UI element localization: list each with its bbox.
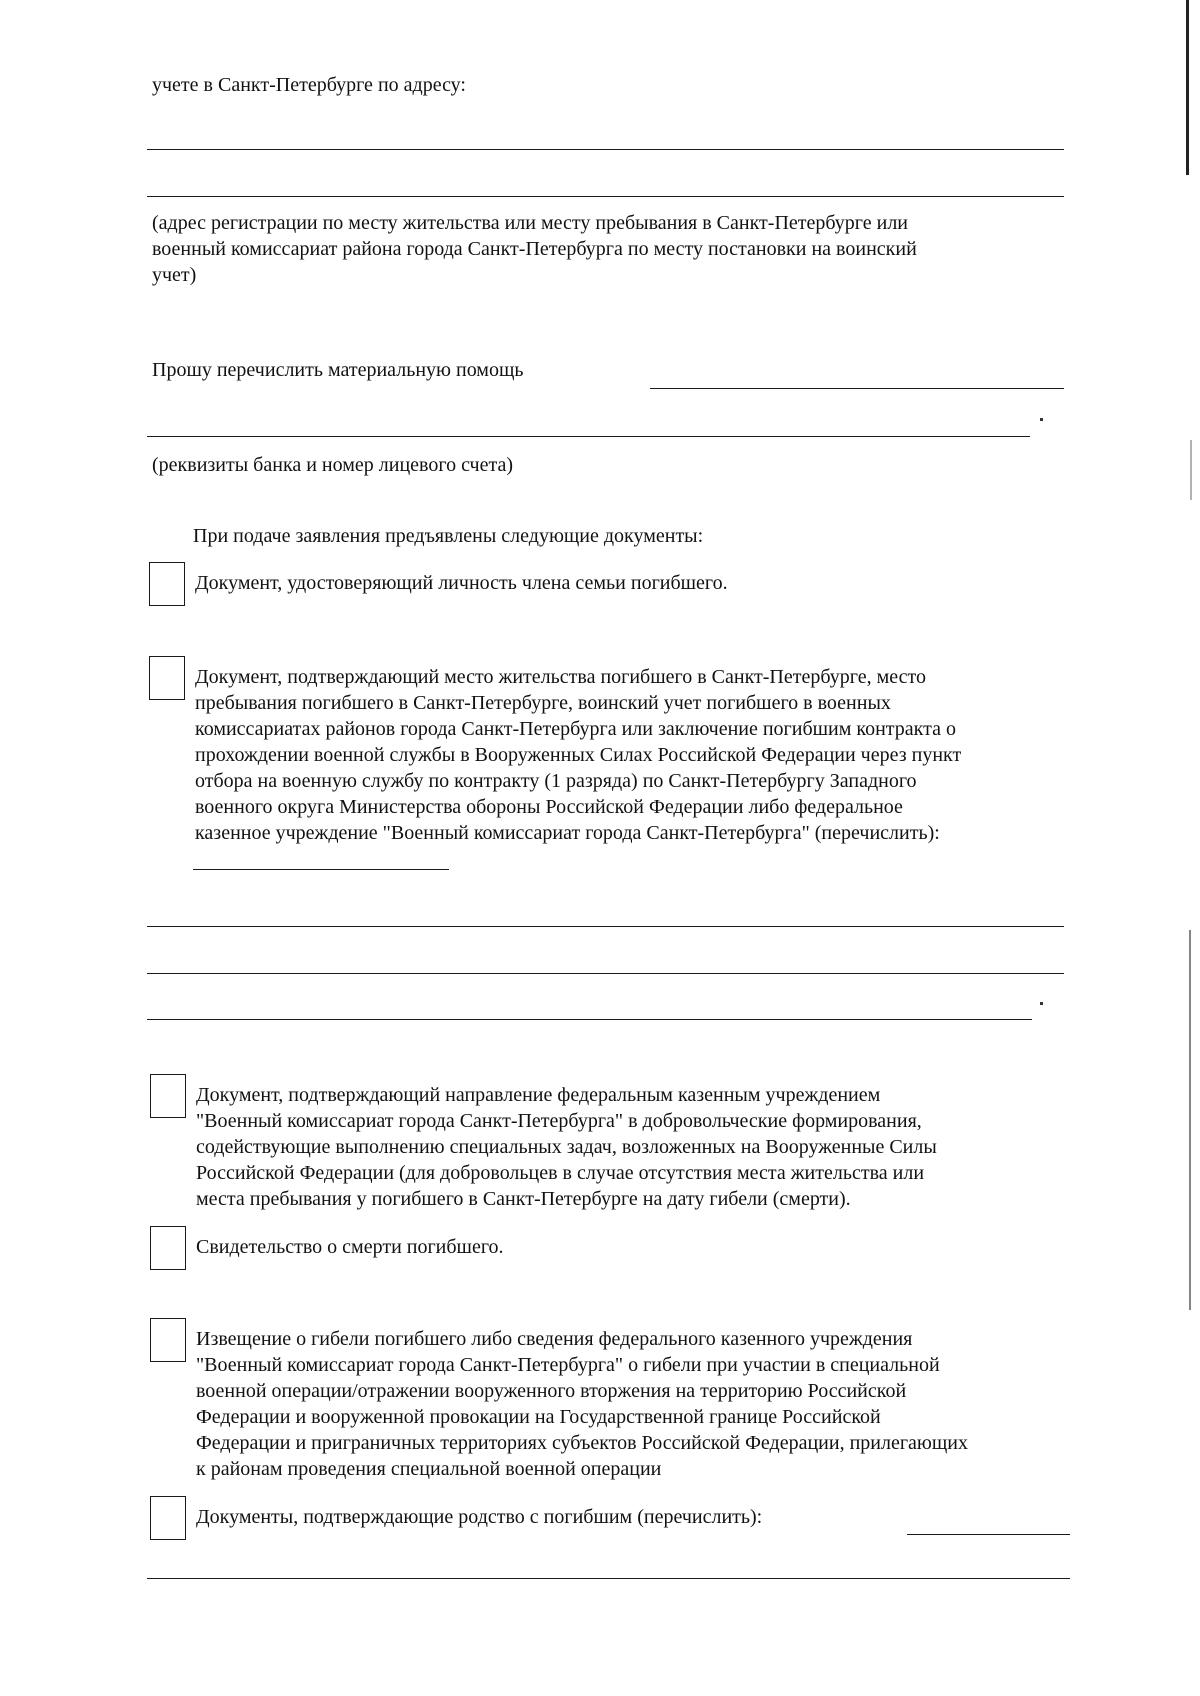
document-residence-text (195, 664, 961, 846)
address-caption-line: учет) (152, 264, 197, 286)
bank-caption: (реквизиты банка и номер лицевого счета) (152, 454, 513, 476)
document-line: казенное учреждение "Военный комиссариат города Санкт-Петербурга" (перечислить): (195, 822, 940, 844)
document-line: "Военный комиссариат города Санкт-Петербурга" в добровольческие формирования, (196, 1110, 922, 1132)
document-line: Документ, подтверждающий место жительства погибшего в Санкт-Петербурге, место (195, 666, 926, 688)
document-checkbox-volunteer[interactable] (150, 1074, 186, 1118)
payment-request-field[interactable] (650, 388, 1064, 389)
document-line: военной операции/отражении вооруженного вторжения на территорию Российской (196, 1380, 907, 1402)
document-line: военного округа Министерства обороны Российской Федерации либо федеральное (195, 796, 903, 818)
address-line-1[interactable] (147, 149, 1064, 150)
scan-edge-mark (1189, 930, 1191, 1310)
document-death-notice-text (196, 1326, 968, 1482)
scan-edge-mark (1190, 440, 1192, 500)
bank-details-field[interactable] (147, 436, 1030, 437)
document-line: "Военный комиссариат города Санкт-Петербурга" о гибели при участии в специальной (196, 1354, 940, 1376)
document-volunteer-text (196, 1082, 937, 1212)
document-checkbox-death-notice[interactable] (150, 1318, 186, 1362)
scan-edge-mark (1186, 0, 1189, 175)
address-line-2[interactable] (147, 196, 1064, 197)
document-death-certificate-text (196, 1234, 504, 1260)
document-line: Российской Федерации (для добровольцев в случае отсутствия места жительства или (196, 1162, 925, 1184)
kinship-list-field-2[interactable] (147, 1578, 1070, 1579)
document-line: Документ, удостоверяющий личность члена семьи погибшего. (195, 572, 728, 594)
document-checkbox-death-certificate[interactable] (150, 1226, 186, 1270)
document-identity-text (195, 570, 728, 596)
document-line: Федерации и вооруженной провокации на Государственной границе Российской (196, 1406, 881, 1428)
residence-list-field-3[interactable] (147, 973, 1064, 974)
payment-request-label: Прошу перечислить материальную помощь (152, 359, 524, 381)
document-line: содействующие выполнению специальных задач, возложенных на Вооруженные Силы (196, 1136, 937, 1158)
address-caption-line: (адрес регистрации по месту жительства или месту пребывания в Санкт-Петербурге или (152, 212, 908, 234)
document-line: прохождении военной службы в Вооруженных Силах Российской Федерации через пункт (195, 744, 962, 766)
documents-intro: При подаче заявления предъявлены следующие документы: (193, 525, 704, 547)
document-checkbox-residence[interactable] (149, 656, 185, 700)
document-kinship-text (196, 1504, 762, 1530)
document-line: Федерации и приграничных территориях субъектов Российской Федерации, прилегающих (196, 1432, 968, 1454)
document-line: Извещение о гибели погибшего либо сведения федерального казенного учреждения (196, 1328, 913, 1350)
document-checkbox-identity[interactable] (149, 562, 185, 606)
document-checkbox-kinship[interactable] (150, 1496, 186, 1540)
document-line: пребывания погибшего в Санкт-Петербурге, воинский учет погибшего в военных (195, 692, 891, 714)
document-line: места пребывания у погибшего в Санкт-Петербурге на дату гибели (смерти). (196, 1188, 851, 1210)
document-line: Документы, подтверждающие родство с погибшим (перечислить): (196, 1506, 763, 1528)
dot-mark (1040, 1002, 1043, 1005)
kinship-list-field-1[interactable] (907, 1534, 1070, 1535)
address-caption (152, 210, 917, 288)
document-line: комиссариатах районов города Санкт-Петербурга или заключение погибшим контракта о (195, 718, 956, 740)
residence-list-field-2[interactable] (147, 926, 1064, 927)
residence-list-field-4[interactable] (147, 1019, 1032, 1020)
residence-list-field-1[interactable] (193, 869, 449, 870)
document-line: отбора на военную службу по контракту (1 разряда) по Санкт-Петербургу Западного (195, 770, 917, 792)
document-line: к районам проведения специальной военной операции (196, 1458, 662, 1480)
address-intro: учете в Санкт-Петербурге по адресу: (152, 74, 466, 96)
document-line: Свидетельство о смерти погибшего. (196, 1236, 504, 1258)
address-caption-line: военный комиссариат района города Санкт-Петербурга по месту постановки на воинский (152, 238, 917, 260)
dot-mark (1040, 418, 1043, 421)
document-line: Документ, подтверждающий направление федеральным казенным учреждением (196, 1084, 881, 1106)
